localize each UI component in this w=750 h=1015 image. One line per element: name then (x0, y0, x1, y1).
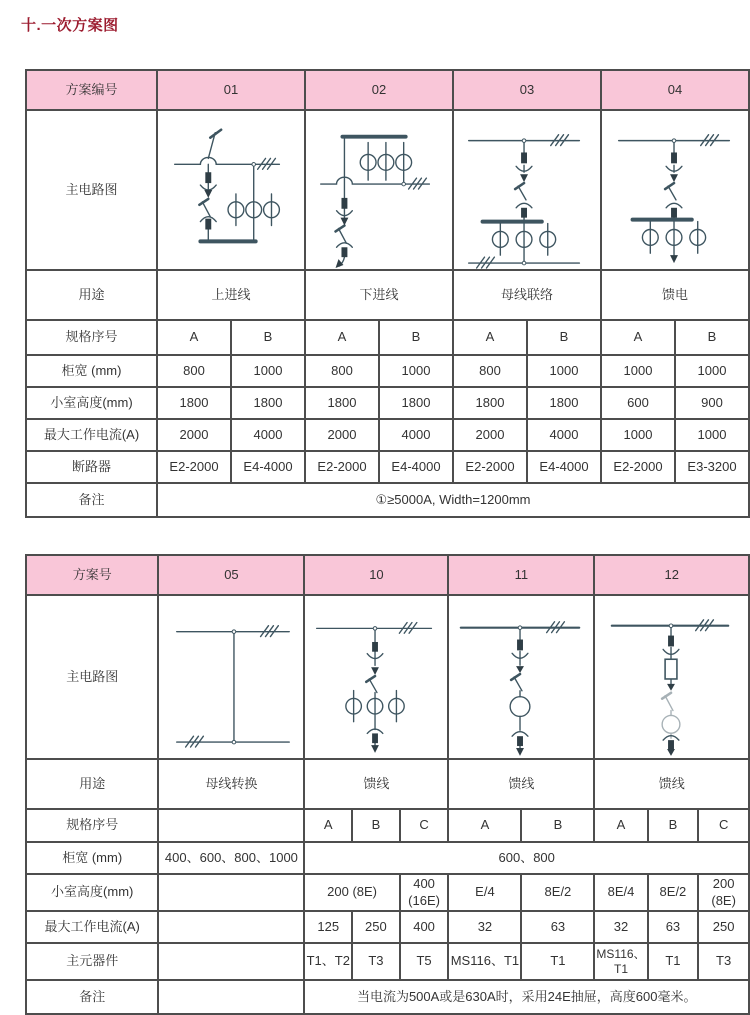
scheme-02-diagram (306, 111, 452, 269)
value-cell: 母线联络 (453, 270, 601, 320)
t2-components-row (26, 943, 749, 980)
row-label: 主元器件 (26, 943, 158, 980)
row-label: 小室高度(mm) (26, 387, 157, 419)
empty-cell (158, 911, 304, 943)
scheme-table-1 (25, 69, 750, 518)
value-cell: E2-2000 (601, 451, 675, 483)
t2-header-row (26, 555, 749, 595)
empty-cell (158, 874, 304, 911)
row-label: 备注 (26, 980, 158, 1014)
value-cell: MS116、T1 (448, 943, 521, 980)
value-cell: 1000 (379, 355, 453, 387)
value-cell: 400 (16E) (400, 874, 449, 911)
t2-width-row (26, 842, 749, 874)
value-cell: 2000 (453, 419, 527, 451)
value-cell: B (521, 809, 594, 842)
value-cell: B (648, 809, 699, 842)
row-label: 柜宽 (mm) (26, 842, 158, 874)
value-cell: A (601, 320, 675, 355)
row-label: 用途 (26, 270, 157, 320)
value-cell: A (448, 809, 521, 842)
value-cell: E3-3200 (675, 451, 749, 483)
note-cell: ①≥5000A, Width=1200mm (157, 483, 749, 517)
row-label: 主电路图 (26, 595, 158, 759)
value-cell: 63 (521, 911, 594, 943)
value-cell: 125 (304, 911, 352, 943)
value-cell: 800 (453, 355, 527, 387)
value-cell: E2-2000 (453, 451, 527, 483)
scheme-12-diagram (600, 596, 744, 758)
scheme-number: 05 (158, 555, 304, 595)
value-cell: T1 (521, 943, 594, 980)
value-cell: 8E/2 (521, 874, 594, 911)
diagram-cell (448, 595, 594, 759)
value-cell: T1、T2 (304, 943, 352, 980)
value-cell: 63 (648, 911, 699, 943)
value-cell: 600、800 (304, 842, 749, 874)
value-cell: 200 (8E) (304, 874, 399, 911)
t1-note-row (26, 483, 749, 517)
value-cell: A (157, 320, 231, 355)
value-cell: 馈线 (594, 759, 749, 809)
scheme-10-diagram (305, 596, 447, 758)
empty-cell (158, 943, 304, 980)
value-cell: 4000 (379, 419, 453, 451)
value-cell: 4000 (527, 419, 601, 451)
value-cell: 200 (8E) (698, 874, 749, 911)
value-cell: 400、600、800、1000 (158, 842, 304, 874)
value-cell: 馈线 (304, 759, 448, 809)
diagram-cell (601, 110, 749, 270)
scheme-number: 02 (305, 70, 453, 110)
t2-height-row (26, 874, 749, 911)
row-label: 最大工作电流(A) (26, 911, 158, 943)
empty-cell (158, 980, 304, 1014)
value-cell: B (675, 320, 749, 355)
value-cell: B (379, 320, 453, 355)
scheme-11-diagram (449, 596, 593, 758)
t1-usage-row (26, 270, 749, 320)
value-cell: A (594, 809, 647, 842)
value-cell: E/4 (448, 874, 521, 911)
value-cell: 1800 (231, 387, 305, 419)
scheme-01-diagram (158, 111, 304, 269)
t2-note-row (26, 980, 749, 1014)
scheme-04-diagram (602, 111, 748, 269)
value-cell: E2-2000 (157, 451, 231, 483)
value-cell: 1800 (453, 387, 527, 419)
value-cell: 400 (400, 911, 449, 943)
t1-spec-row (26, 320, 749, 355)
value-cell: 4000 (231, 419, 305, 451)
empty-cell (158, 809, 304, 842)
diagram-cell (453, 110, 601, 270)
page-title: 十.一次方案图 (21, 17, 119, 34)
value-cell: A (305, 320, 379, 355)
scheme-03-diagram (454, 111, 600, 269)
value-cell: A (453, 320, 527, 355)
value-cell: 2000 (157, 419, 231, 451)
corner-label: 方案编号 (26, 70, 157, 110)
t2-diagram-row (26, 595, 749, 759)
value-cell: 900 (675, 387, 749, 419)
value-cell: 1000 (601, 419, 675, 451)
row-label: 主电路图 (26, 110, 157, 270)
row-label: 规格序号 (26, 809, 158, 842)
value-cell: A (304, 809, 352, 842)
scheme-table-2 (25, 554, 750, 1015)
row-label: 断路器 (26, 451, 157, 483)
value-cell: 母线转换 (158, 759, 304, 809)
value-cell: E4-4000 (527, 451, 601, 483)
value-cell: B (352, 809, 400, 842)
value-cell: 32 (448, 911, 521, 943)
scheme-number: 10 (304, 555, 448, 595)
diagram-cell (304, 595, 448, 759)
t2-current-row (26, 911, 749, 943)
t2-usage-row (26, 759, 749, 809)
value-cell: 250 (698, 911, 749, 943)
value-cell: 1000 (527, 355, 601, 387)
value-cell: 馈线 (448, 759, 594, 809)
t1-width-row (26, 355, 749, 387)
t1-diagram-row (26, 110, 749, 270)
scheme-number: 04 (601, 70, 749, 110)
value-cell: T1 (648, 943, 699, 980)
value-cell: C (698, 809, 749, 842)
t1-current-row (26, 419, 749, 451)
value-cell: T5 (400, 943, 449, 980)
value-cell: E2-2000 (305, 451, 379, 483)
scheme-05-diagram (159, 596, 303, 758)
diagram-cell (305, 110, 453, 270)
value-cell: 2000 (305, 419, 379, 451)
value-cell: 下进线 (305, 270, 453, 320)
value-cell: 600 (601, 387, 675, 419)
note-cell: 当电流为500A或是630A时，采用24E抽屉，高度600毫米。 (304, 980, 749, 1014)
t1-breaker-row (26, 451, 749, 483)
row-label: 最大工作电流(A) (26, 419, 157, 451)
scheme-number: 12 (594, 555, 749, 595)
value-cell: B (231, 320, 305, 355)
value-cell: 1000 (231, 355, 305, 387)
value-cell: B (527, 320, 601, 355)
value-cell: 32 (594, 911, 647, 943)
value-cell: MS116、T1 (594, 943, 647, 980)
t1-height-row (26, 387, 749, 419)
diagram-cell (158, 595, 304, 759)
value-cell: 1000 (675, 355, 749, 387)
scheme-number: 01 (157, 70, 305, 110)
value-cell: 800 (305, 355, 379, 387)
value-cell: T3 (698, 943, 749, 980)
value-cell: 800 (157, 355, 231, 387)
t1-header-row (26, 70, 749, 110)
row-label: 备注 (26, 483, 157, 517)
corner-label: 方案号 (26, 555, 158, 595)
value-cell: 上进线 (157, 270, 305, 320)
value-cell: 1000 (601, 355, 675, 387)
value-cell: 1800 (527, 387, 601, 419)
row-label: 规格序号 (26, 320, 157, 355)
value-cell: 1800 (305, 387, 379, 419)
row-label: 用途 (26, 759, 158, 809)
value-cell: E4-4000 (379, 451, 453, 483)
diagram-cell (594, 595, 749, 759)
row-label: 小室高度(mm) (26, 874, 158, 911)
value-cell: 1800 (157, 387, 231, 419)
value-cell: 1000 (675, 419, 749, 451)
scheme-number: 11 (448, 555, 594, 595)
row-label: 柜宽 (mm) (26, 355, 157, 387)
value-cell: 1800 (379, 387, 453, 419)
t2-spec-row (26, 809, 749, 842)
value-cell: T3 (352, 943, 400, 980)
value-cell: 250 (352, 911, 400, 943)
value-cell: 8E/2 (648, 874, 699, 911)
scheme-number: 03 (453, 70, 601, 110)
value-cell: E4-4000 (231, 451, 305, 483)
value-cell: 8E/4 (594, 874, 647, 911)
diagram-cell (157, 110, 305, 270)
value-cell: 馈电 (601, 270, 749, 320)
value-cell: C (400, 809, 449, 842)
